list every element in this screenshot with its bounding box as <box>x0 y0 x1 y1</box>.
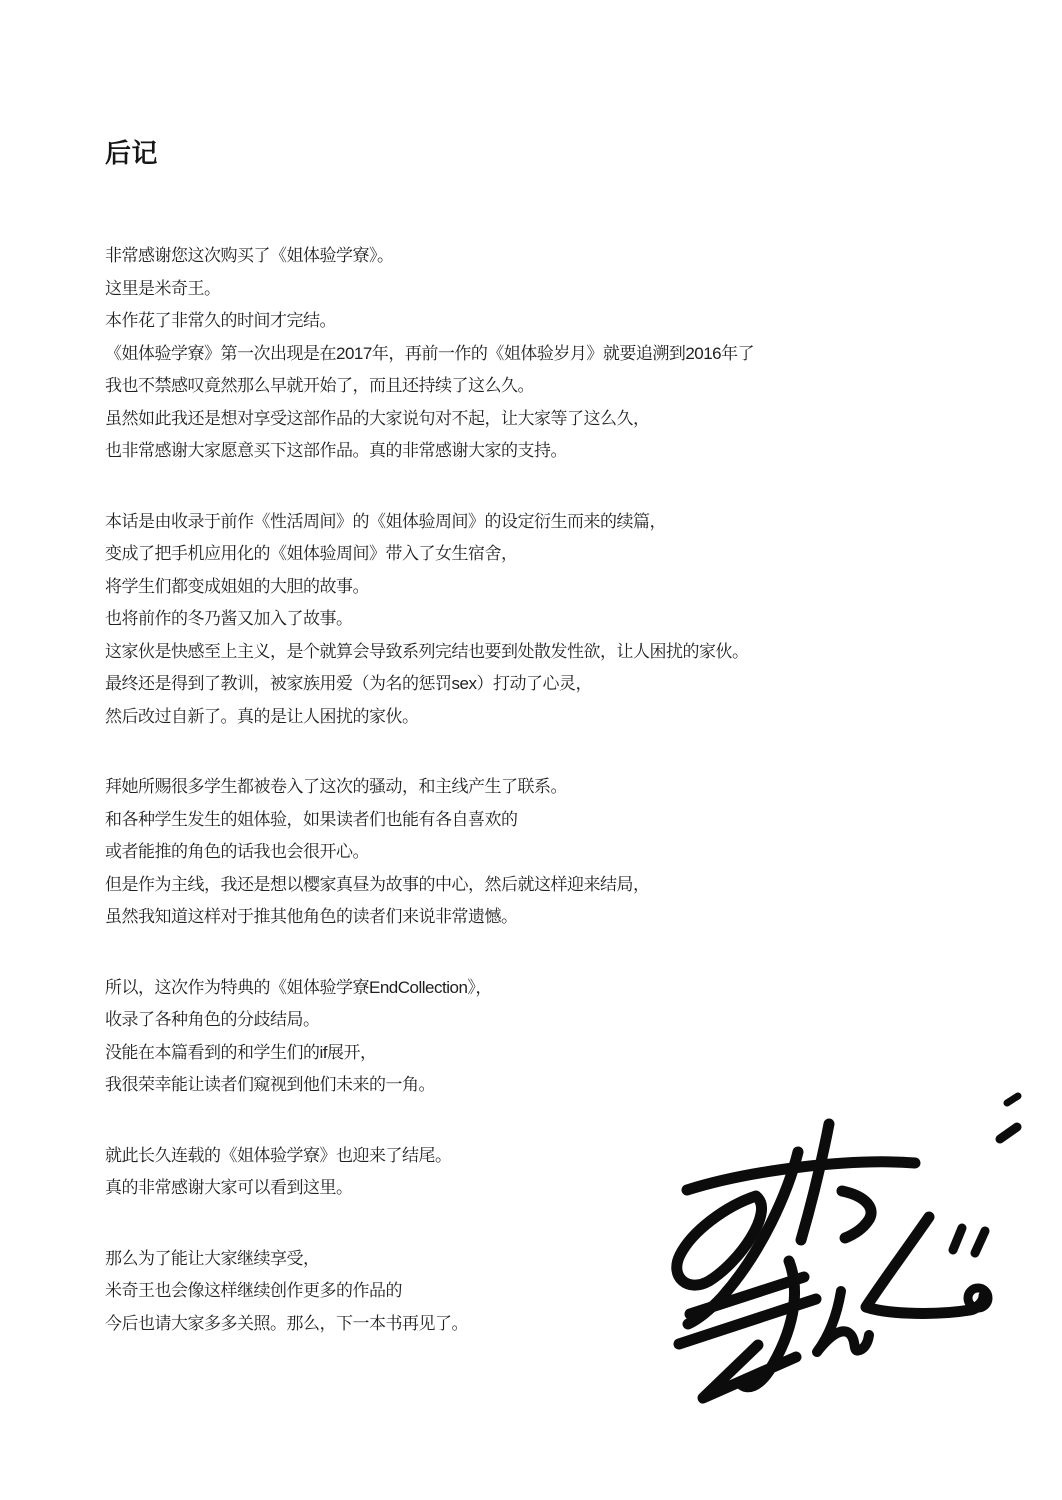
afterword-line: 非常感谢您这次购买了《姐体验学寮》。 <box>105 246 394 265</box>
afterword-line: 我很荣幸能让读者们窥视到他们未来的一角。 <box>105 1075 435 1094</box>
afterword-line: 也将前作的冬乃酱又加入了故事。 <box>105 609 353 628</box>
afterword-line: 《姐体验学寮》第一次出现是在2017年，再前一作的《姐体验岁月》就要追溯到2016年了 <box>105 343 755 363</box>
afterword-line: 但是作为主线，我还是想以樱家真昼为故事的中心，然后就这样迎来结局， <box>105 874 650 894</box>
signature-strokes <box>677 1124 988 1398</box>
afterword-line: 所以，这次作为特典的《姐体验学寮EndCollection》， <box>105 977 492 997</box>
ink-marks <box>1000 1096 1018 1139</box>
afterword-line: 虽然如此我还是想对享受这部作品的大家说句对不起，让大家等了这么久， <box>105 408 650 428</box>
afterword-line: 最终还是得到了教训，被家族用爱（为名的惩罚sex）打动了心灵， <box>105 674 592 693</box>
afterword-line: 也非常感谢大家愿意买下这部作品。真的非常感谢大家的支持。 <box>105 441 567 460</box>
afterword-line: 今后也请大家多多关照。那么，下一本书再见了。 <box>105 1313 468 1333</box>
afterword-line: 这里是米奇王。 <box>105 278 221 298</box>
afterword-line: 我也不禁感叹竟然那么早就开始了，而且还持续了这么久。 <box>105 376 534 395</box>
afterword-line: 变成了把手机应用化的《姐体验周间》带入了女生宿舍， <box>105 544 518 563</box>
afterword-line: 真的非常感谢大家可以看到这里。 <box>105 1178 353 1197</box>
afterword-line: 本话是由收录于前作《性活周间》的《姐体验周间》的设定衍生而来的续篇， <box>105 511 666 531</box>
afterword-paragraph <box>105 506 1005 734</box>
afterword-paragraph <box>105 771 1005 934</box>
afterword-line: 将学生们都变成姐姐的大胆的故事。 <box>105 576 369 596</box>
afterword-heading: 后记 <box>105 138 159 168</box>
afterword-line: 虽然我知道这样对于推其他角色的读者们来说非常遗憾。 <box>105 907 518 926</box>
afterword-line: 米奇王也会像这样继续创作更多的作品的 <box>105 1281 402 1300</box>
afterword-line: 本作花了非常久的时间才完结。 <box>105 311 336 330</box>
afterword-line: 拜她所赐很多学生都被卷入了这次的骚动，和主线产生了联系。 <box>105 777 567 796</box>
afterword-line: 没能在本篇看到的和学生们的if展开， <box>105 1042 377 1062</box>
afterword-line: 就此长久连载的《姐体验学寮》也迎来了结尾。 <box>105 1145 452 1165</box>
afterword-line: 和各种学生发生的姐体验，如果读者们也能有各自喜欢的 <box>105 809 518 829</box>
afterword-line: 这家伙是快感至上主义，是个就算会导致系列完结也要到处散发性欲，让人困扰的家伙。 <box>105 641 749 661</box>
afterword-paragraph <box>105 240 1005 468</box>
afterword-line: 那么为了能让大家继续享受， <box>105 1248 320 1268</box>
afterword-line: 收录了各种角色的分歧结局。 <box>105 1010 320 1029</box>
afterword-line: 然后改过自新了。真的是让人困扰的家伙。 <box>105 706 419 726</box>
artist-signature <box>650 1080 1050 1420</box>
afterword-line: 或者能推的角色的话我也会很开心。 <box>105 842 369 861</box>
